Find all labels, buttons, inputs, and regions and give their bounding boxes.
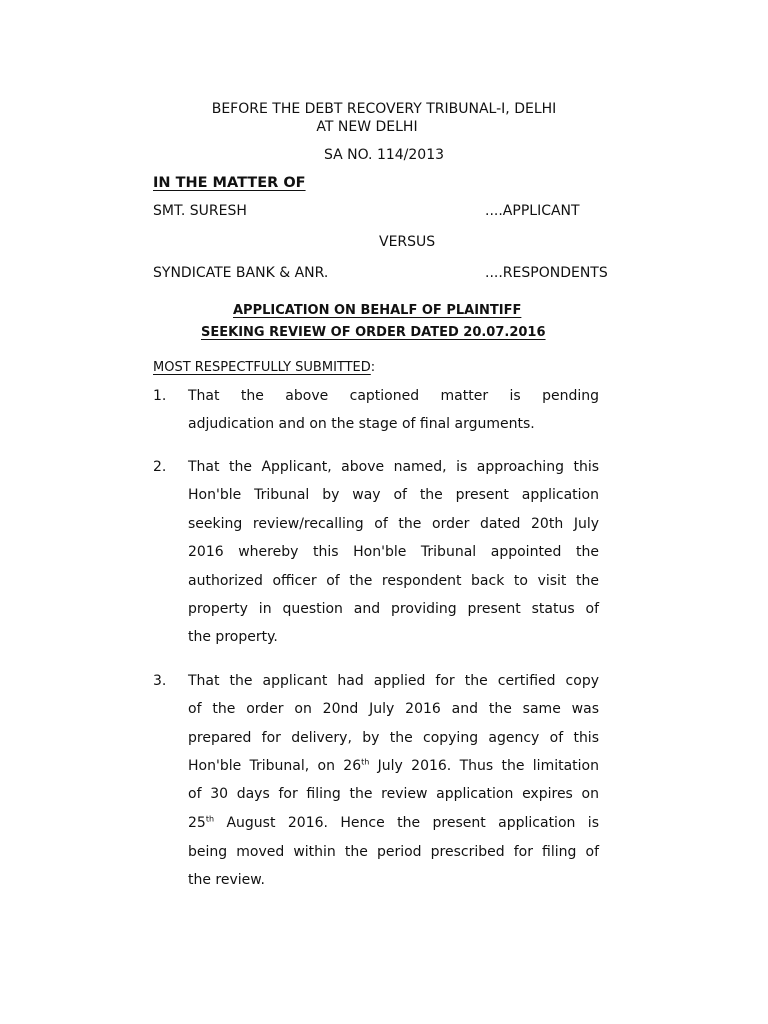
- paragraph-3-line-4: [188, 758, 599, 774]
- paragraph-2-line-6: property in question and providing present status of: [188, 601, 599, 617]
- paragraph-3-line-6: [188, 815, 599, 831]
- respondent-name: SYNDICATE BANK & ANR.: [153, 265, 329, 281]
- court-heading-line2: AT NEW DELHI: [316, 119, 418, 135]
- paragraph-3-line-7: being moved within the period prescribed for filing of: [188, 844, 599, 860]
- submitted-heading: [153, 360, 375, 375]
- paragraph-3-line-2: of the order on 20nd July 2016 and the same was: [188, 701, 599, 717]
- paragraph-2-line-3: seeking review/recalling of the order dated 20th July: [188, 516, 599, 532]
- paragraph-3-line-8: the review.: [188, 872, 265, 888]
- paragraph-1-line-1: That the above captioned matter is pending: [188, 388, 599, 404]
- paragraph-3-line-6-end: August 2016. Hence the present application is: [214, 815, 599, 831]
- paragraph-3-number: 3.: [153, 673, 167, 689]
- respondent-role: ....RESPONDENTS: [485, 265, 608, 281]
- case-number: SA NO. 114/2013: [323, 147, 445, 163]
- submitted-colon: :: [370, 360, 376, 375]
- application-title-line2: SEEKING REVIEW OF ORDER DATED 20.07.2016: [201, 325, 546, 340]
- paragraph-3-line-4-start: Hon'ble Tribunal, on 26: [188, 758, 362, 774]
- submitted-label: MOST RESPECTFULLY SUBMITTED: [153, 360, 371, 375]
- paragraph-2-line-1: That the Applicant, above named, is approaching this: [188, 459, 599, 475]
- paragraph-1-line-2: adjudication and on the stage of final arguments.: [188, 416, 535, 432]
- paragraph-3-line-6-start: 25: [188, 815, 206, 831]
- paragraph-3-line-3: prepared for delivery, by the copying agency of this: [188, 730, 599, 746]
- applicant-role: ....APPLICANT: [485, 203, 580, 219]
- paragraph-3-line-5: of 30 days for filing the review application expires on: [188, 786, 599, 802]
- paragraph-3-line-1: That the applicant had applied for the certified copy: [188, 673, 599, 689]
- versus-label: VERSUS: [379, 234, 436, 250]
- applicant-name: SMT. SURESH: [153, 203, 247, 219]
- paragraph-2-line-2: Hon'ble Tribunal by way of the present application: [188, 487, 599, 503]
- paragraph-2-number: 2.: [153, 459, 167, 475]
- court-heading-line1: BEFORE THE DEBT RECOVERY TRIBUNAL-I, DELHI: [211, 101, 557, 117]
- ordinal-suffix: th: [361, 757, 370, 767]
- paragraph-1-number: 1.: [153, 388, 167, 404]
- paragraph-3-line-4-end: July 2016. Thus the limitation: [369, 758, 599, 774]
- ordinal-suffix: th: [205, 814, 215, 824]
- paragraph-2-line-7: the property.: [188, 629, 278, 645]
- application-title-line1: APPLICATION ON BEHALF OF PLAINTIFF: [233, 303, 522, 318]
- paragraph-2-line-4: 2016 whereby this Hon'ble Tribunal appointed the: [188, 544, 599, 560]
- matter-heading: IN THE MATTER OF: [153, 175, 306, 191]
- paragraph-2-line-5: authorized officer of the respondent back to visit the: [188, 573, 599, 589]
